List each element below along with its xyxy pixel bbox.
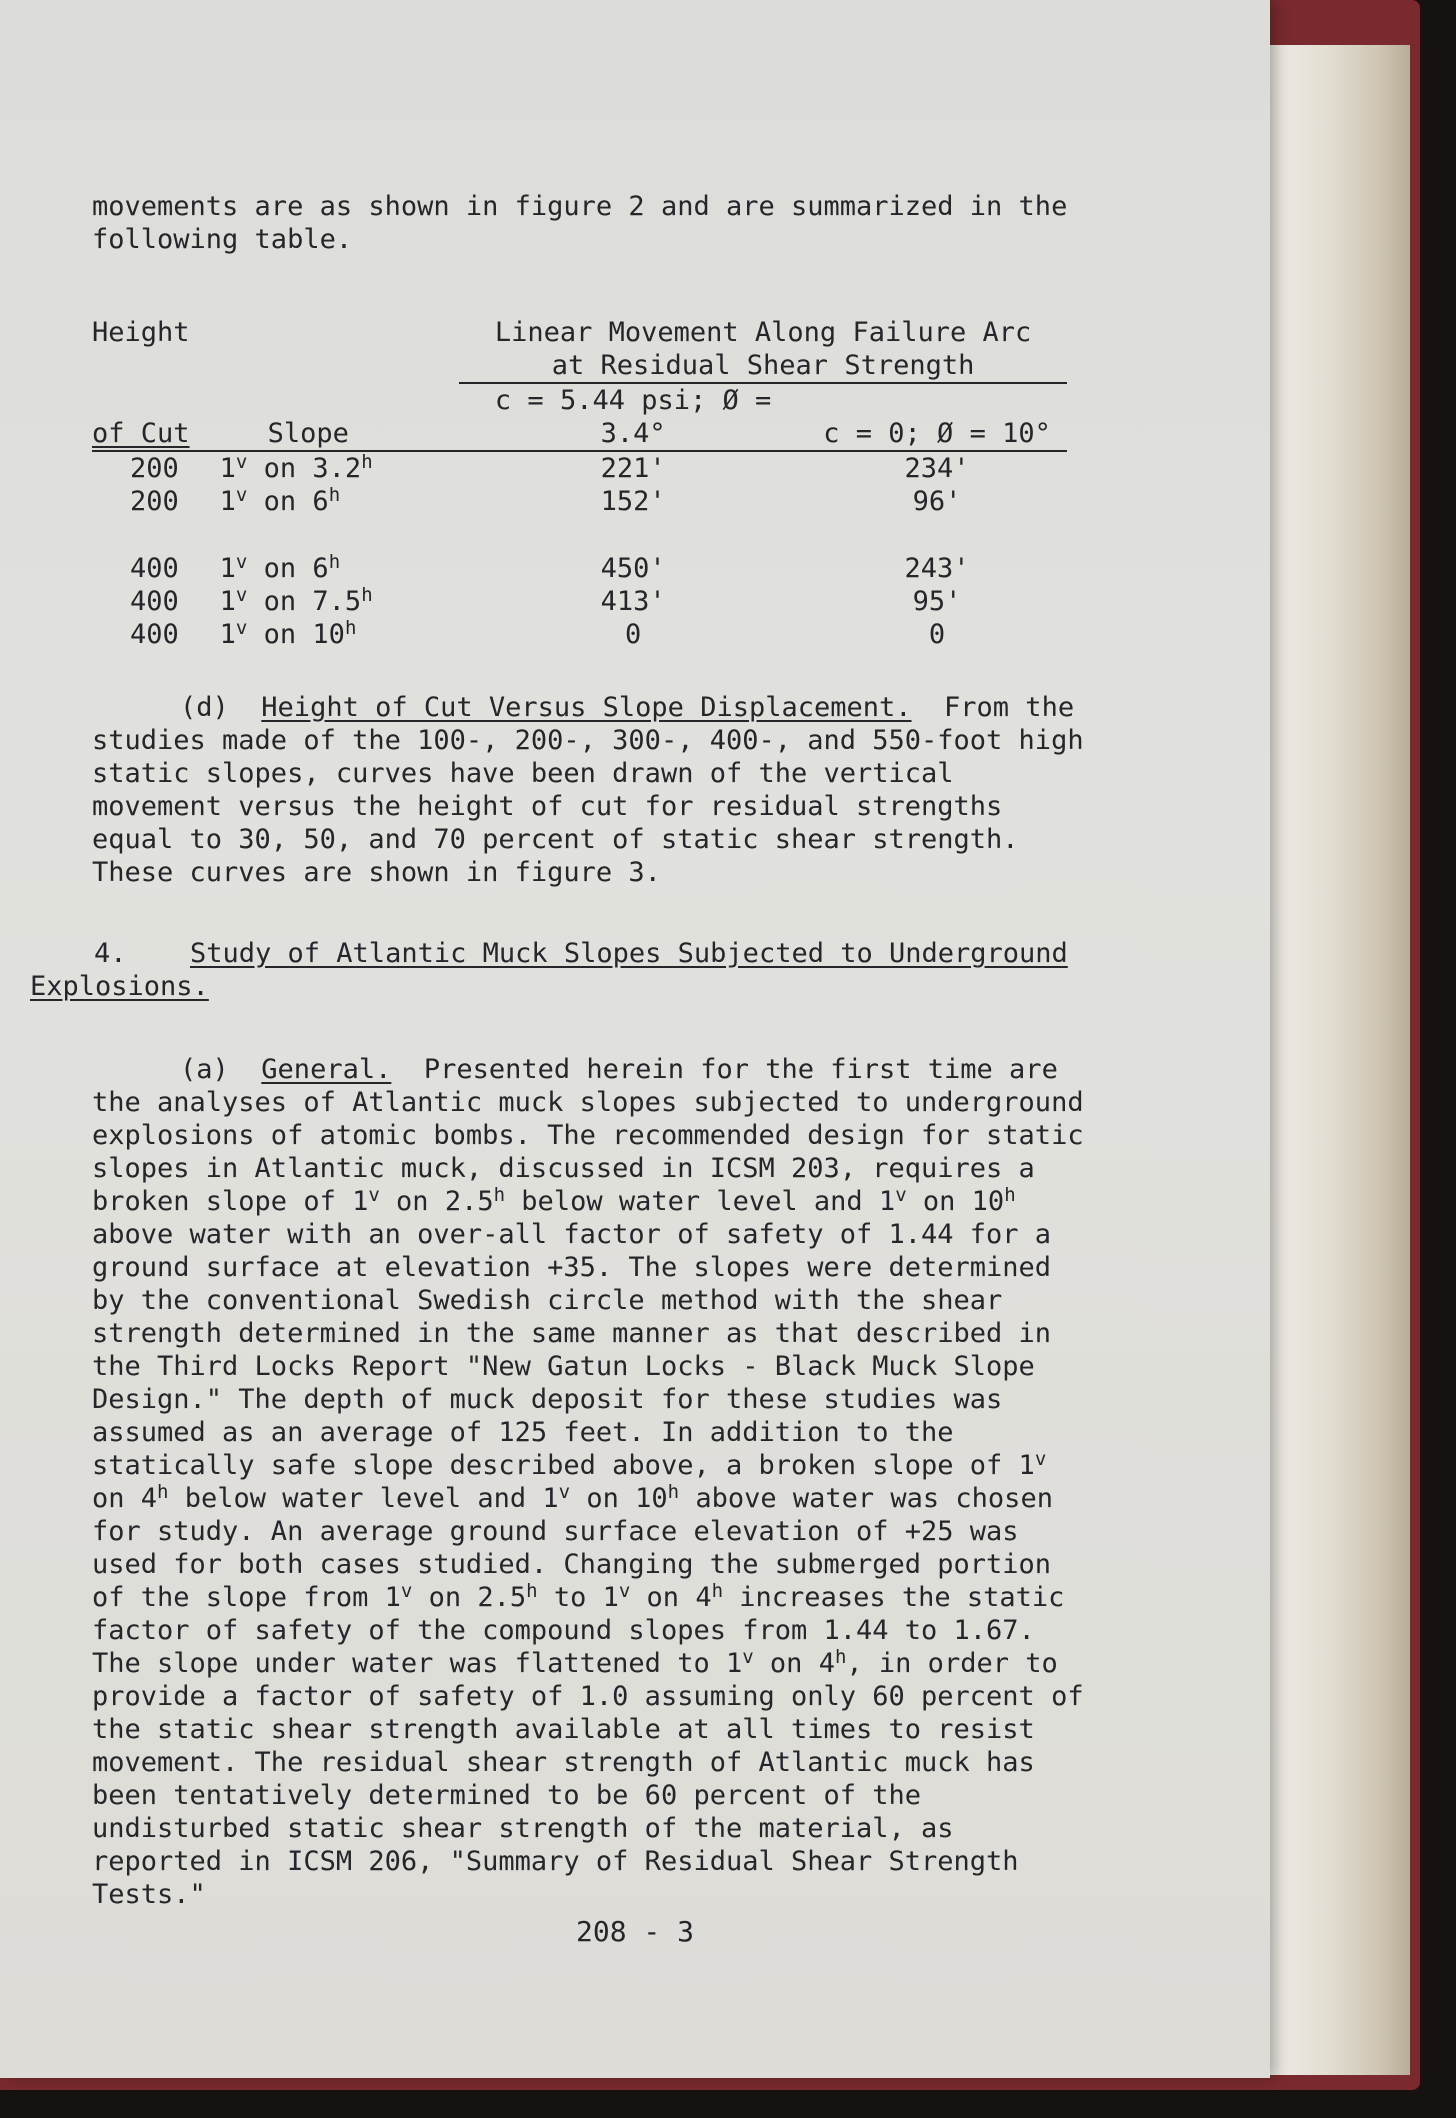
cell-movement-1: 450' <box>600 553 666 584</box>
cell-movement-2: 95' <box>912 586 962 617</box>
table-row <box>92 552 1067 585</box>
paragraph-d <box>92 691 1092 889</box>
cell-movement-2: 0 <box>928 619 946 650</box>
intro-paragraph: movements are as shown in figure 2 and are summarized in the following table. <box>92 191 1068 255</box>
table-row <box>92 585 1067 618</box>
paragraph-a-heading: General. <box>261 1054 392 1085</box>
paragraph-a: (a) General. Presented herein for the first time are the analyses of Atlantic muck slopes subjected to underground explosions of atomic bombs. The recommended design for static slopes in Atlantic muck, discussed in ICSM 203, requires a broken slope of 1$^v$ on 2.5$^h$ below water level and 1$^v$ on 10$^h$ above water with an over-all factor of safety of 1.44 for a ground surface at elevation +35. The slopes were determined by the conventional Swedish circle method with the shear strength determined in the same manner as that described in the Third Locks Report "New Gatun Locks - Black Muck Slope Design." The depth of muck deposit for these studies was assumed as an average of 125 feet. In addition to the statically safe slope described above, a broken slope of 1$^v$ on 4$^h$ below water level and 1$^v$ on 10$^h$ above water was chosen for study. An average ground surface elevation of +25 was used for both cases studied. Changing the submerged portion of the slope from 1$^v$ on 2.5$^h$ to 1$^v$ on 4$^h$ increases the static factor of safety of the compound slopes from 1.44 to 1.67. The slope under water was flattened to 1$^v$ on 4$^h$, in order to provide a factor of safety of 1.0 assuming only 60 percent of the static shear strength available at all times to resist movement. The residual shear strength of Atlantic muck has been tentatively determined to be 60 percent of the undisturbed static shear strength of the material, as reported in ICSM 206, "Summary of Residual Shear Strength Tests." <box>92 1054 1084 1910</box>
cell-movement-2: 234' <box>904 453 970 484</box>
page-content <box>30 190 1092 1911</box>
cell-slope: 1$^v$ on 7.5$^h$ <box>219 584 373 617</box>
col-height-line1: Height <box>92 317 190 348</box>
paragraph-d-label: (d) <box>180 692 229 723</box>
section-4-heading <box>30 937 1092 1003</box>
col-slope: Slope <box>220 383 459 451</box>
table-row <box>92 485 1067 518</box>
cell-slope: 1$^v$ on 10$^h$ <box>219 617 357 650</box>
movement-table <box>92 316 1067 651</box>
paragraph-d-text: From the studies made of the 100-, 200-, 300-, 400-, and 550-foot high static slopes, curves have been drawn of the vertical movement versus the height of cut for residual strengths equal to 30, 50, and 70 percent of static shear strength. These curves are shown in figure 3. <box>92 692 1084 888</box>
table-row <box>92 451 1067 485</box>
cell-height: 400 <box>130 619 179 650</box>
page-number: 208 - 3 <box>575 1915 694 1948</box>
subheader-2: c = 0; Ø = 10° <box>807 383 1067 451</box>
cell-height: 400 <box>130 553 179 584</box>
section-4-number: 4. <box>94 938 127 969</box>
cell-movement-1: 0 <box>624 619 642 650</box>
group-header-line1: Linear Movement Along Failure Arc <box>494 317 1032 348</box>
cell-height: 400 <box>130 586 179 617</box>
subheader-1: c = 5.44 psi; Ø = 3.4° <box>459 383 807 451</box>
cell-movement-2: 243' <box>904 553 970 584</box>
paragraph-d-heading: Height of Cut Versus Slope Displacement. <box>261 692 912 723</box>
paragraph-a-label: (a) <box>180 1054 229 1085</box>
cell-movement-1: 221' <box>600 453 666 484</box>
cell-movement-2: 96' <box>912 486 962 517</box>
section-4-title: Study of Atlantic Muck Slopes Subjected to Underground Explosions. <box>30 938 1068 1002</box>
cell-height: 200 <box>130 453 179 484</box>
cell-slope: 1$^v$ on 6$^h$ <box>219 484 341 517</box>
group-header-line2: at Residual Shear Strength <box>459 349 1067 383</box>
col-height-line2: of Cut <box>92 383 220 451</box>
table-row <box>92 618 1067 651</box>
cell-height: 200 <box>130 486 179 517</box>
page-edges <box>1250 45 1410 2075</box>
cell-movement-1: 413' <box>600 586 666 617</box>
cell-movement-1: 152' <box>600 486 666 517</box>
cell-slope: 1$^v$ on 6$^h$ <box>219 551 341 584</box>
cell-slope: 1$^v$ on 3.2$^h$ <box>219 451 373 484</box>
